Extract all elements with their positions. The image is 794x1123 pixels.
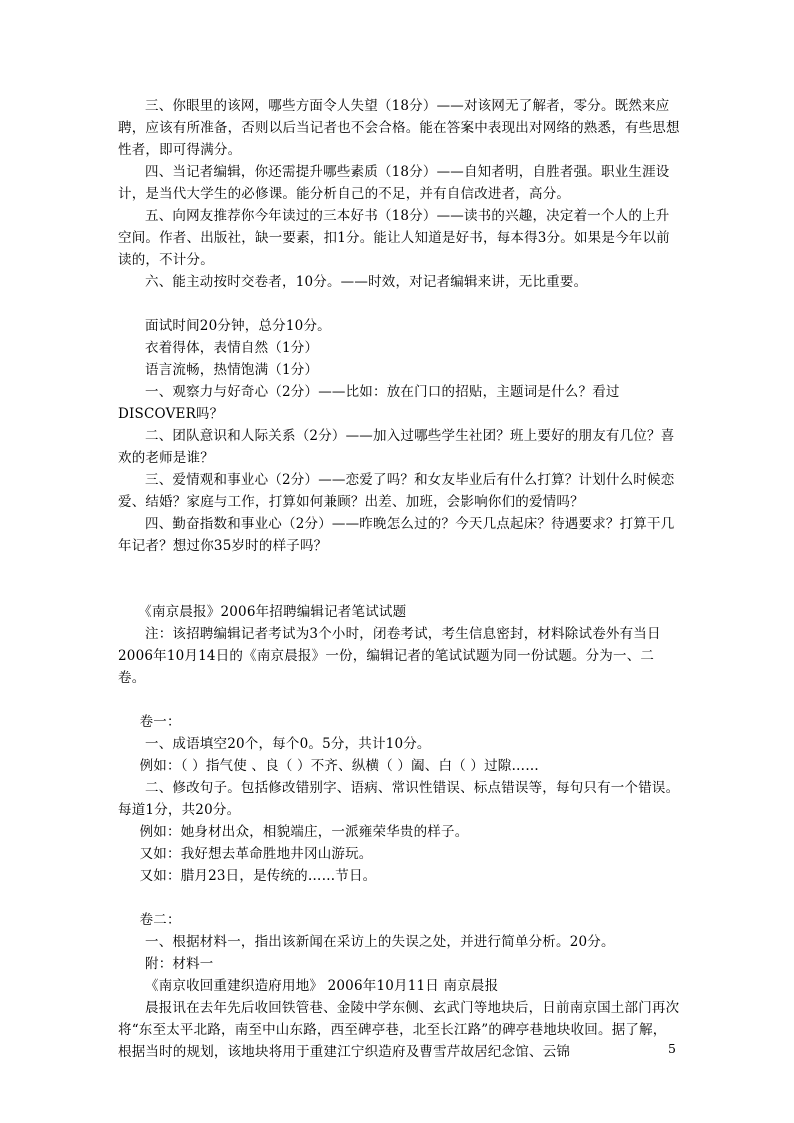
paper-one-question-2: 二、修改句子。包括修改错别字、语病、常识性错误、标点错误等，每句只有一个错误。每道1分，共20分。	[118, 780, 680, 818]
interview-language: 语言流畅，热情饱满（1分）	[145, 362, 319, 378]
paper-two-heading: 卷二：	[139, 912, 181, 928]
attachment-label: 附：材料一	[145, 956, 214, 972]
interview-question-4: 四、勤奋指数和事业心（2分）——昨晚怎么过的？今天几点起床？待遇要求？打算干几年记者？想过你35岁时的样子吗？	[118, 516, 675, 554]
paper-one-question-2-example-3: 又如：腊月23日，是传统的……节日。	[139, 868, 377, 884]
exam-title: 《南京晨报》2006年招聘编辑记者笔试试题	[138, 604, 407, 620]
paper-one-question-2-example-2: 又如：我好想去革命胜地井冈山游玩。	[139, 846, 373, 862]
interview-question-3: 三、爱情观和事业心（2分）——恋爱了吗？和女友毕业后有什么打算？计划什么时候恋爱、结婚？家庭与工作，打算如何兼顾？出差、加班，会影响你们的爱情吗？	[118, 472, 675, 510]
paragraph-section-3: 三、你眼里的该网，哪些方面令人失望（18分）——对该网无了解者，零分。既然来应聘，应该有所准备，否则以后当记者也不会合格。能在答案中表现出对网络的熟悉，有些思想性者，即可得满分。	[118, 98, 680, 158]
paper-one-heading: 卷一：	[139, 714, 181, 730]
interview-question-2: 二、团队意识和人际关系（2分）——加入过哪些学生社团？班上要好的朋友有几位？喜欢的老师是谁？	[118, 428, 675, 466]
document-body	[118, 95, 680, 1063]
paper-one-question-2-example-1: 例如：她身材出众，相貌端庄，一派雍荣华贵的样子。	[139, 824, 469, 840]
spacer	[118, 293, 680, 315]
paragraph-section-6: 六、能主动按时交卷者，10分。——时效，对记者编辑来讲，无比重要。	[145, 274, 588, 290]
paper-one-question-1: 一、成语填空20个，每个0。5分，共计10分。	[145, 736, 431, 752]
spacer	[118, 557, 680, 601]
spacer	[118, 689, 680, 711]
paragraph-section-5: 五、向网友推荐你今年读过的三本好书（18分）——读书的兴趣，决定着一个人的上升空间。作者、出版社，缺一要素，扣1分。能让人知道是好书，每本得3分。如果是今年以前读的，不计分。	[118, 208, 670, 268]
material-body: 晨报讯在去年先后收回铁管巷、金陵中学东侧、玄武门等地块后，日前南京国土部门再次将“东至太平北路，南至中山东路，西至碑亭巷，北至长江路”的碑亭巷地块收回。据了解，根据当时的规划，该地块将用于重建江宁织造府及曹雪芹故居纪念馆、云锦	[118, 1000, 680, 1060]
page-number: 5	[668, 1041, 676, 1056]
paragraph-section-4: 四、当记者编辑，你还需提升哪些素质（18分）——自知者明，自胜者强。职业生涯设计，是当代大学生的必修课。能分析自己的不足，并有自信改进者，高分。	[118, 164, 670, 202]
exam-note: 注：该招聘编辑记者考试为3个小时，闭卷考试，考生信息密封，材料除试卷外有当日2006年10月14日的《南京晨报》一份，编辑记者的笔试试题为同一份试题。分为一、二卷。	[118, 626, 661, 686]
material-title: 《南京收回重建织造府用地》 2006年10月11日 南京晨报	[145, 978, 499, 994]
interview-question-1: 一、观察力与好奇心（2分）——比如：放在门口的招贴，主题词是什么？看过DISCOVER吗？	[118, 384, 620, 422]
paper-one-question-1-example: 例如：（ ）指气使 、良（ ）不齐、纵横（ ）阖、白（ ）过隙……	[139, 758, 539, 774]
interview-dress: 衣着得体，表情自然（1分）	[145, 340, 319, 356]
spacer	[118, 887, 680, 909]
paper-two-question-1: 一、根据材料一，指出该新闻在采访上的失误之处，并进行简单分析。20分。	[145, 934, 615, 950]
interview-time: 面试时间20分钟，总分10分。	[145, 318, 331, 334]
